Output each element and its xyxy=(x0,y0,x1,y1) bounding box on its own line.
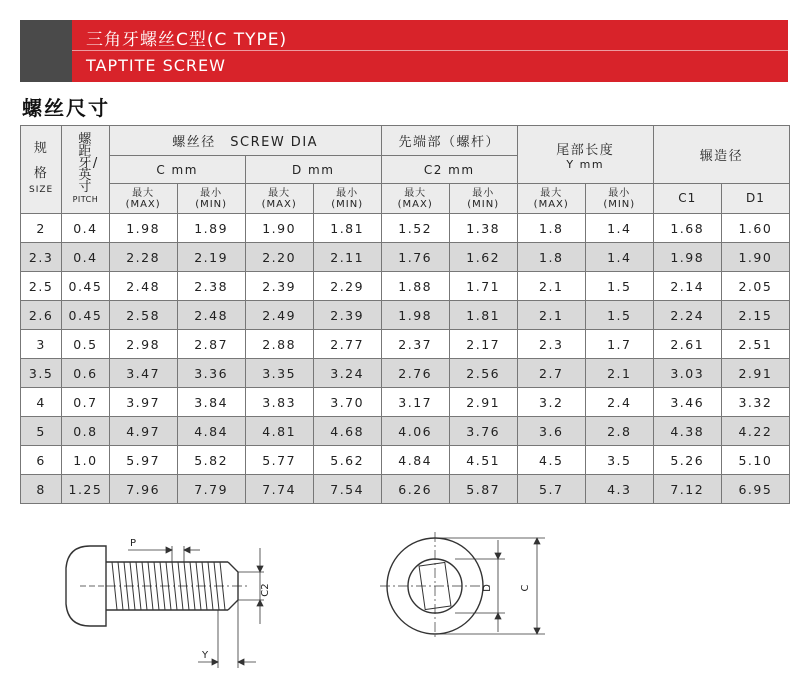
table-cell: 5.82 xyxy=(177,446,245,475)
table-cell: 6.26 xyxy=(381,475,449,504)
table-cell: 1.4 xyxy=(585,243,653,272)
c2-mm-header: C2 mm xyxy=(381,156,517,184)
table-cell: 6.95 xyxy=(721,475,789,504)
table-cell: 2.91 xyxy=(449,388,517,417)
table-cell: 2.8 xyxy=(585,417,653,446)
table-cell: 7.96 xyxy=(109,475,177,504)
table-cell: 4 xyxy=(21,388,62,417)
table-cell: 2.39 xyxy=(245,272,313,301)
table-cell: 1.98 xyxy=(109,214,177,243)
table-cell: 1.81 xyxy=(313,214,381,243)
table-cell: 2.11 xyxy=(313,243,381,272)
table-cell: 3.32 xyxy=(721,388,789,417)
table-cell: 1.5 xyxy=(585,301,653,330)
header-banner xyxy=(0,0,800,82)
table-cell: 4.06 xyxy=(381,417,449,446)
table-cell: 2.14 xyxy=(653,272,721,301)
banner-title-en: TAPTITE SCREW xyxy=(86,56,226,75)
table-cell: 2.5 xyxy=(21,272,62,301)
table-cell: 3.83 xyxy=(245,388,313,417)
table-row xyxy=(21,475,790,504)
table-cell: 1.7 xyxy=(585,330,653,359)
table-cell: 6 xyxy=(21,446,62,475)
banner-title-bar xyxy=(72,20,788,82)
table-cell: 2.1 xyxy=(585,359,653,388)
table-cell: 1.89 xyxy=(177,214,245,243)
screw-diagram xyxy=(50,528,550,678)
table-row xyxy=(21,388,790,417)
spec-table-body xyxy=(21,214,790,504)
table-cell: 1.52 xyxy=(381,214,449,243)
table-cell: 1.8 xyxy=(517,214,585,243)
table-row xyxy=(21,272,790,301)
table-cell: 1.4 xyxy=(585,214,653,243)
banner-divider xyxy=(72,50,788,51)
table-cell: 4.84 xyxy=(381,446,449,475)
table-cell: 2.4 xyxy=(585,388,653,417)
table-cell: 2.61 xyxy=(653,330,721,359)
table-cell: 0.8 xyxy=(62,417,109,446)
dimension-label-d: D xyxy=(482,584,493,592)
table-cell: 0.5 xyxy=(62,330,109,359)
table-cell: 1.60 xyxy=(721,214,789,243)
table-cell: 3.5 xyxy=(585,446,653,475)
table-cell: 3.2 xyxy=(517,388,585,417)
table-cell: 3.46 xyxy=(653,388,721,417)
table-cell: 8 xyxy=(21,475,62,504)
table-cell: 1.98 xyxy=(653,243,721,272)
table-cell: 3.5 xyxy=(21,359,62,388)
table-cell: 2.6 xyxy=(21,301,62,330)
table-cell: 2.38 xyxy=(177,272,245,301)
d-mm-header: D mm xyxy=(245,156,381,184)
table-cell: 3.97 xyxy=(109,388,177,417)
table-cell: 4.22 xyxy=(721,417,789,446)
table-cell: 7.12 xyxy=(653,475,721,504)
table-cell: 7.54 xyxy=(313,475,381,504)
dimension-label-p: P xyxy=(130,538,137,549)
table-cell: 0.45 xyxy=(62,301,109,330)
table-cell: 4.38 xyxy=(653,417,721,446)
table-cell: 5.7 xyxy=(517,475,585,504)
table-cell: 1.76 xyxy=(381,243,449,272)
table-cell: 4.68 xyxy=(313,417,381,446)
table-cell: 2.49 xyxy=(245,301,313,330)
max-header: 最大 (MAX) xyxy=(109,184,177,214)
table-cell: 1.90 xyxy=(245,214,313,243)
table-cell: 2.1 xyxy=(517,301,585,330)
dimension-label-y: Y xyxy=(202,650,209,661)
table-cell: 2.19 xyxy=(177,243,245,272)
table-cell: 2.28 xyxy=(109,243,177,272)
tail-length-header: 尾部长度 Y mm xyxy=(517,126,653,184)
table-cell: 4.84 xyxy=(177,417,245,446)
table-row xyxy=(21,214,790,243)
table-cell: 3.84 xyxy=(177,388,245,417)
c1-header: C1 xyxy=(653,184,721,214)
table-cell: 5.26 xyxy=(653,446,721,475)
table-cell: 5.10 xyxy=(721,446,789,475)
table-cell: 5 xyxy=(21,417,62,446)
table-cell: 2.37 xyxy=(381,330,449,359)
table-cell: 2.48 xyxy=(177,301,245,330)
table-cell: 1.25 xyxy=(62,475,109,504)
table-cell: 2.51 xyxy=(721,330,789,359)
table-cell: 3.35 xyxy=(245,359,313,388)
table-cell: 7.74 xyxy=(245,475,313,504)
table-cell: 2.56 xyxy=(449,359,517,388)
table-cell: 7.79 xyxy=(177,475,245,504)
table-cell: 2.24 xyxy=(653,301,721,330)
table-row xyxy=(21,301,790,330)
table-cell: 1.71 xyxy=(449,272,517,301)
table-cell: 4.51 xyxy=(449,446,517,475)
table-cell: 2.98 xyxy=(109,330,177,359)
table-cell: 1.5 xyxy=(585,272,653,301)
table-cell: 4.5 xyxy=(517,446,585,475)
table-cell: 2 xyxy=(21,214,62,243)
table-cell: 2.77 xyxy=(313,330,381,359)
table-cell: 4.3 xyxy=(585,475,653,504)
table-cell: 1.68 xyxy=(653,214,721,243)
table-cell: 2.3 xyxy=(517,330,585,359)
table-cell: 3 xyxy=(21,330,62,359)
table-cell: 5.77 xyxy=(245,446,313,475)
min-header: 最小 (MIN) xyxy=(449,184,517,214)
d1-header: D1 xyxy=(721,184,789,214)
table-cell: 1.8 xyxy=(517,243,585,272)
table-cell: 3.24 xyxy=(313,359,381,388)
max-header: 最大 (MAX) xyxy=(381,184,449,214)
table-cell: 2.88 xyxy=(245,330,313,359)
tip-header: 先端部（螺杆） xyxy=(381,126,517,156)
table-cell: 5.87 xyxy=(449,475,517,504)
max-header: 最大 (MAX) xyxy=(517,184,585,214)
table-cell: 0.45 xyxy=(62,272,109,301)
table-row xyxy=(21,417,790,446)
spec-table xyxy=(20,125,790,504)
dimension-label-c: C xyxy=(520,584,531,592)
size-header: 规 格 SIZE xyxy=(21,126,62,214)
table-row xyxy=(21,359,790,388)
table-cell: 3.36 xyxy=(177,359,245,388)
table-cell: 3.76 xyxy=(449,417,517,446)
pitch-header: 螺距牙/英寸 PITCH xyxy=(62,126,109,214)
table-cell: 0.6 xyxy=(62,359,109,388)
rolled-dia-header: 辗造径 xyxy=(653,126,789,184)
screw-dia-header: 螺丝径 SCREW DIA xyxy=(109,126,381,156)
table-cell: 2.29 xyxy=(313,272,381,301)
table-row xyxy=(21,243,790,272)
table-row xyxy=(21,446,790,475)
table-cell: 2.15 xyxy=(721,301,789,330)
max-header: 最大 (MAX) xyxy=(245,184,313,214)
table-cell: 0.7 xyxy=(62,388,109,417)
table-cell: 2.39 xyxy=(313,301,381,330)
table-cell: 1.90 xyxy=(721,243,789,272)
c-mm-header: C mm xyxy=(109,156,245,184)
table-cell: 1.98 xyxy=(381,301,449,330)
table-cell: 3.70 xyxy=(313,388,381,417)
table-cell: 3.17 xyxy=(381,388,449,417)
table-cell: 3.47 xyxy=(109,359,177,388)
table-cell: 2.58 xyxy=(109,301,177,330)
table-cell: 4.97 xyxy=(109,417,177,446)
dimension-label-c2: C2 xyxy=(260,583,271,597)
table-cell: 5.97 xyxy=(109,446,177,475)
table-cell: 4.81 xyxy=(245,417,313,446)
table-cell: 0.4 xyxy=(62,214,109,243)
min-header: 最小 (MIN) xyxy=(177,184,245,214)
table-cell: 2.76 xyxy=(381,359,449,388)
table-cell: 2.91 xyxy=(721,359,789,388)
banner-accent-block xyxy=(20,20,72,82)
table-cell: 0.4 xyxy=(62,243,109,272)
table-row xyxy=(21,330,790,359)
min-header: 最小 (MIN) xyxy=(313,184,381,214)
table-cell: 3.03 xyxy=(653,359,721,388)
table-cell: 2.20 xyxy=(245,243,313,272)
banner-title-cn: 三角牙螺丝C型(C TYPE) xyxy=(86,30,288,50)
table-cell: 2.3 xyxy=(21,243,62,272)
table-cell: 2.7 xyxy=(517,359,585,388)
table-cell: 1.62 xyxy=(449,243,517,272)
table-cell: 2.05 xyxy=(721,272,789,301)
table-cell: 1.0 xyxy=(62,446,109,475)
min-header: 最小 (MIN) xyxy=(585,184,653,214)
table-cell: 5.62 xyxy=(313,446,381,475)
table-cell: 2.1 xyxy=(517,272,585,301)
table-cell: 2.17 xyxy=(449,330,517,359)
section-title: 螺丝尺寸 xyxy=(22,96,110,120)
table-cell: 1.81 xyxy=(449,301,517,330)
table-cell: 2.48 xyxy=(109,272,177,301)
table-cell: 2.87 xyxy=(177,330,245,359)
table-cell: 1.38 xyxy=(449,214,517,243)
table-cell: 1.88 xyxy=(381,272,449,301)
table-cell: 3.6 xyxy=(517,417,585,446)
